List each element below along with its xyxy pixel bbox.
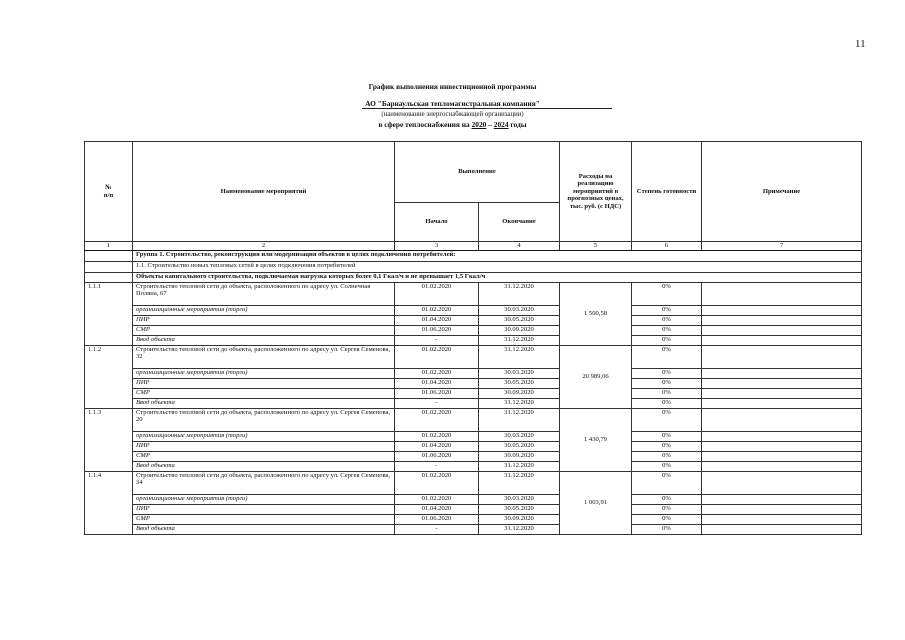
- object-note: [702, 346, 862, 369]
- stage-name: ПИР: [133, 379, 395, 389]
- object-readiness: 0%: [632, 283, 702, 306]
- stage-readiness: 0%: [632, 336, 702, 346]
- stage-start-date: 01.02.2020: [395, 306, 479, 316]
- scope-suffix: годы: [508, 120, 527, 129]
- stage-note: [702, 525, 862, 535]
- stage-row: [85, 336, 862, 346]
- organization-name: АО "Барнаульская тепломагистральная компания": [365, 99, 540, 108]
- stage-note: [702, 452, 862, 462]
- stage-end-date: 30.03.2020: [479, 306, 560, 316]
- header-num: № п/п: [85, 142, 133, 242]
- stage-start-date: 01.06.2020: [395, 452, 479, 462]
- stage-readiness: 0%: [632, 399, 702, 409]
- stage-note: [702, 326, 862, 336]
- stage-row: [85, 515, 862, 525]
- stage-note: [702, 316, 862, 326]
- col-number: 5: [560, 242, 632, 251]
- stage-readiness: 0%: [632, 515, 702, 525]
- stage-start-date: -: [395, 462, 479, 472]
- stage-row: [85, 326, 862, 336]
- stage-note: [702, 336, 862, 346]
- stage-note: [702, 515, 862, 525]
- stage-start-date: 01.02.2020: [395, 495, 479, 505]
- stage-start-date: -: [395, 336, 479, 346]
- stage-note: [702, 495, 862, 505]
- stage-start-date: 01.04.2020: [395, 316, 479, 326]
- stage-note: [702, 379, 862, 389]
- stage-note: [702, 462, 862, 472]
- object-end-date: 31.12.2020: [479, 409, 560, 432]
- object-row: [85, 283, 862, 306]
- stage-end-date: 30.03.2020: [479, 432, 560, 442]
- stage-note: [702, 505, 862, 515]
- stage-end-date: 30.03.2020: [479, 495, 560, 505]
- object-start-date: 01.02.2020: [395, 409, 479, 432]
- stage-row: [85, 452, 862, 462]
- stage-end-date: 30.09.2020: [479, 389, 560, 399]
- stage-name: организационные мероприятия (торги): [133, 369, 395, 379]
- object-num: 1.1.3: [85, 409, 133, 472]
- col-number: 2: [133, 242, 395, 251]
- subgroup-num-cell: [85, 262, 133, 273]
- stage-row: [85, 316, 862, 326]
- col-number: 3: [395, 242, 479, 251]
- stage-start-date: 01.02.2020: [395, 432, 479, 442]
- scope-year-to: 2024: [493, 120, 509, 129]
- stage-row: [85, 369, 862, 379]
- subgroup-title: 1.1. Строительство новых тепловых сетей в целях подключения потребителей: [133, 262, 862, 273]
- stage-end-date: 30.05.2020: [479, 379, 560, 389]
- section-num-cell: [85, 273, 133, 283]
- stage-start-date: 01.06.2020: [395, 389, 479, 399]
- col-number: 6: [632, 242, 702, 251]
- header-note: Примечание: [702, 142, 862, 242]
- header-execution: Выполнение: [395, 142, 560, 203]
- stage-note: [702, 399, 862, 409]
- stage-end-date: 30.09.2020: [479, 452, 560, 462]
- stage-note: [702, 389, 862, 399]
- scope-dash: –: [486, 120, 494, 129]
- object-end-date: 31.12.2020: [479, 346, 560, 369]
- header-end: Окончание: [479, 203, 560, 242]
- stage-start-date: 01.06.2020: [395, 515, 479, 525]
- object-row: [85, 472, 862, 495]
- stage-row: [85, 399, 862, 409]
- stage-name: СМР: [133, 326, 395, 336]
- object-start-date: 01.02.2020: [395, 472, 479, 495]
- stage-name: ПИР: [133, 442, 395, 452]
- stage-readiness: 0%: [632, 306, 702, 316]
- col-number: 1: [85, 242, 133, 251]
- object-readiness: 0%: [632, 346, 702, 369]
- stage-end-date: 31.12.2020: [479, 336, 560, 346]
- stage-row: [85, 306, 862, 316]
- stage-end-date: 30.05.2020: [479, 442, 560, 452]
- object-readiness: 0%: [632, 409, 702, 432]
- stage-end-date: 30.05.2020: [479, 505, 560, 515]
- object-name: Строительство тепловой сети до объекта, расположенного по адресу ул. Сергея Семенова, 32: [133, 346, 395, 369]
- stage-start-date: 01.04.2020: [395, 442, 479, 452]
- stage-end-date: 30.09.2020: [479, 326, 560, 336]
- object-end-date: 31.12.2020: [479, 283, 560, 306]
- stage-name: Ввод объекта: [133, 462, 395, 472]
- stage-end-date: 31.12.2020: [479, 462, 560, 472]
- stage-row: [85, 432, 862, 442]
- object-readiness: 0%: [632, 472, 702, 495]
- stage-name: организационные мероприятия (торги): [133, 306, 395, 316]
- header-name: Наименование мероприятий: [133, 142, 395, 242]
- col-number: 7: [702, 242, 862, 251]
- stage-end-date: 30.03.2020: [479, 369, 560, 379]
- stage-note: [702, 442, 862, 452]
- stage-readiness: 0%: [632, 389, 702, 399]
- stage-start-date: 01.04.2020: [395, 379, 479, 389]
- stage-start-date: 01.02.2020: [395, 369, 479, 379]
- stage-readiness: 0%: [632, 316, 702, 326]
- stage-name: Ввод объекта: [133, 525, 395, 535]
- object-end-date: 31.12.2020: [479, 472, 560, 495]
- stage-readiness: 0%: [632, 432, 702, 442]
- stage-readiness: 0%: [632, 442, 702, 452]
- stage-name: Ввод объекта: [133, 336, 395, 346]
- stage-name: СМР: [133, 389, 395, 399]
- stage-name: СМР: [133, 452, 395, 462]
- stage-name: организационные мероприятия (торги): [133, 495, 395, 505]
- stage-row: [85, 505, 862, 515]
- object-num: 1.1.1: [85, 283, 133, 346]
- stage-name: ПИР: [133, 316, 395, 326]
- stage-start-date: 01.06.2020: [395, 326, 479, 336]
- document-title: График выполнения инвестиционной программы: [368, 82, 537, 91]
- header-readiness: Степень готовности: [632, 142, 702, 242]
- object-note: [702, 472, 862, 495]
- object-cost: 20 989,06: [560, 346, 632, 409]
- object-name: Строительство тепловой сети до объекта, расположенного по адресу ул. Сергея Семенова, 34: [133, 472, 395, 495]
- stage-readiness: 0%: [632, 495, 702, 505]
- stage-name: СМР: [133, 515, 395, 525]
- object-note: [702, 409, 862, 432]
- stage-start-date: 01.04.2020: [395, 505, 479, 515]
- investment-schedule-table: [84, 141, 862, 535]
- group-num-cell: [85, 251, 133, 262]
- stage-readiness: 0%: [632, 462, 702, 472]
- col-number: 4: [479, 242, 560, 251]
- stage-readiness: 0%: [632, 452, 702, 462]
- group-title: Группа 1. Строительство, реконструкция или модернизация объектов в целях подключения потребителей:: [133, 251, 862, 262]
- stage-note: [702, 369, 862, 379]
- stage-row: [85, 462, 862, 472]
- stage-start-date: -: [395, 399, 479, 409]
- object-note: [702, 283, 862, 306]
- object-name: Строительство тепловой сети до объекта, расположенного по адресу ул. Сергея Семенова, 20: [133, 409, 395, 432]
- stage-end-date: 31.12.2020: [479, 525, 560, 535]
- header-start: Начало: [395, 203, 479, 242]
- stage-row: [85, 495, 862, 505]
- stage-row: [85, 525, 862, 535]
- stage-readiness: 0%: [632, 379, 702, 389]
- organization-underline: [362, 108, 612, 109]
- page-number: 11: [855, 38, 866, 50]
- header-cost: Расходы на реализацию мероприятий в прогнозных ценах, тыс. руб. (с НДС): [560, 142, 632, 242]
- scope-year-from: 2020: [471, 120, 487, 129]
- object-cost: 1 430,79: [560, 409, 632, 472]
- object-cost: 1 500,58: [560, 283, 632, 346]
- scope-line: [0, 120, 905, 129]
- stage-start-date: -: [395, 525, 479, 535]
- stage-row: [85, 389, 862, 399]
- object-row: [85, 409, 862, 432]
- stage-end-date: 31.12.2020: [479, 399, 560, 409]
- stage-note: [702, 306, 862, 316]
- object-num: 1.1.2: [85, 346, 133, 409]
- object-start-date: 01.02.2020: [395, 346, 479, 369]
- stage-readiness: 0%: [632, 525, 702, 535]
- stage-readiness: 0%: [632, 505, 702, 515]
- section-title: Объекты капитального строительства, подключаемая нагрузка которых более 0,1 Гкал/ч и не превышает 1,5 Гкал/ч: [133, 273, 862, 283]
- stage-name: ПИР: [133, 505, 395, 515]
- object-cost: 1 003,91: [560, 472, 632, 535]
- object-start-date: 01.02.2020: [395, 283, 479, 306]
- stage-row: [85, 442, 862, 452]
- stage-name: организационные мероприятия (торги): [133, 432, 395, 442]
- object-row: [85, 346, 862, 369]
- stage-readiness: 0%: [632, 369, 702, 379]
- stage-row: [85, 379, 862, 389]
- stage-name: Ввод объекта: [133, 399, 395, 409]
- object-name: Строительство тепловой сети до объекта, расположенного по адресу ул. Солнечная Поляна, 67: [133, 283, 395, 306]
- stage-end-date: 30.09.2020: [479, 515, 560, 525]
- object-num: 1.1.4: [85, 472, 133, 535]
- stage-readiness: 0%: [632, 326, 702, 336]
- stage-end-date: 30.05.2020: [479, 316, 560, 326]
- scope-prefix: в сфере теплоснабжения на: [378, 120, 472, 129]
- stage-note: [702, 432, 862, 442]
- organization-caption: (наименование энергоснабжающей организации): [381, 111, 524, 118]
